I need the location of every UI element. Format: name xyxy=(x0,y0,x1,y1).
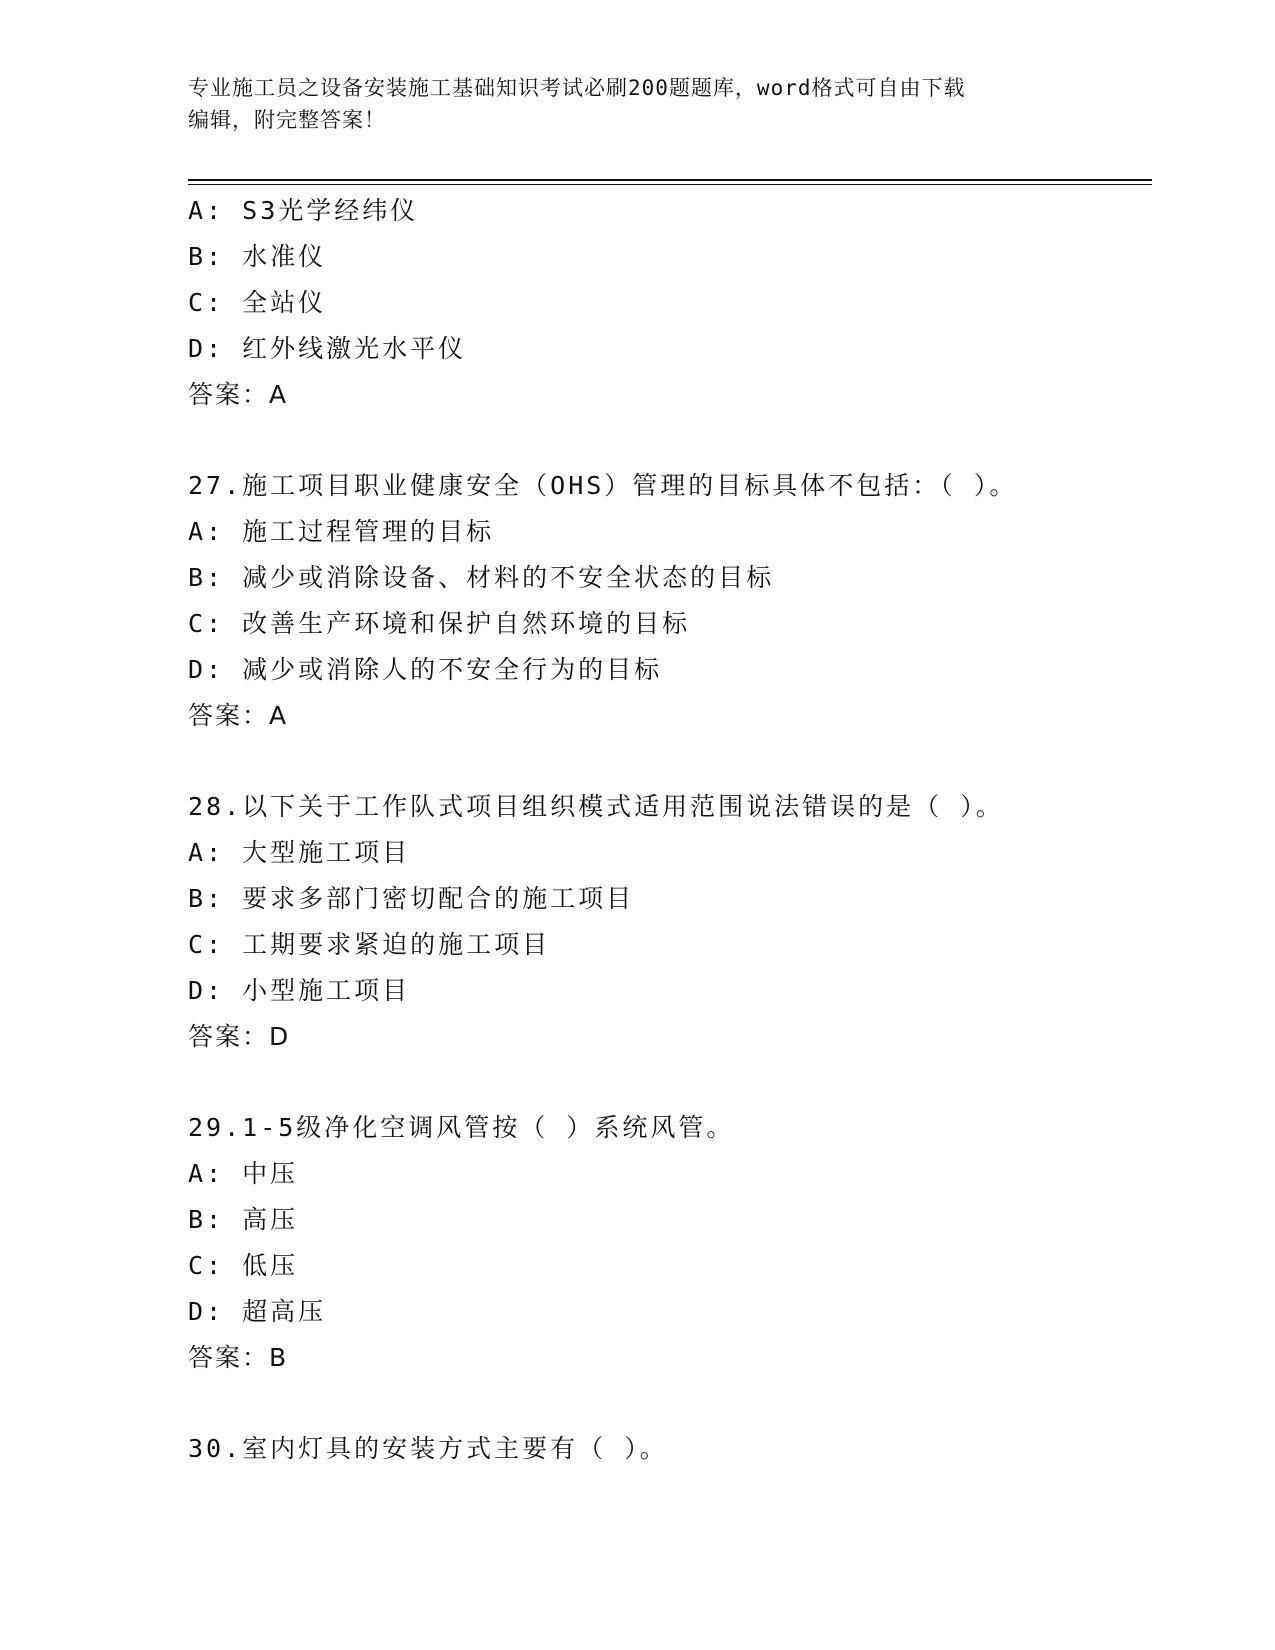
option-c: C: 低压 xyxy=(188,1251,299,1280)
option-c: C: 全站仪 xyxy=(188,288,327,317)
option-b: B: 要求多部门密切配合的施工项目 xyxy=(188,884,635,913)
header-line-2: 编辑，附完整答案！ xyxy=(188,108,386,132)
answer-line: 答案：B xyxy=(188,1343,289,1372)
option-a: A: S3光学经纬仪 xyxy=(188,196,419,225)
option-d: D: 超高压 xyxy=(188,1297,327,1326)
spacer xyxy=(188,1060,1152,1105)
option-c: C: 工期要求紧迫的施工项目 xyxy=(188,930,551,959)
question-list xyxy=(188,188,1152,1472)
question-stem: 30.室内灯具的安装方式主要有（ ）。 xyxy=(188,1434,668,1463)
document-header xyxy=(188,72,1088,136)
option-b: B: 水准仪 xyxy=(188,242,327,271)
option-b: B: 减少或消除设备、材料的不安全状态的目标 xyxy=(188,563,775,592)
spacer xyxy=(188,1381,1152,1426)
option-a: A: 施工过程管理的目标 xyxy=(188,517,495,546)
option-d: D: 红外线激光水平仪 xyxy=(188,334,467,363)
question-stem: 27.施工项目职业健康安全（OHS）管理的目标具体不包括：（ ）。 xyxy=(188,471,1018,500)
answer-line: 答案：A xyxy=(188,380,289,409)
question-stem: 29.1-5级净化空调风管按（ ）系统风管。 xyxy=(188,1113,735,1142)
option-a: A: 中压 xyxy=(188,1159,299,1188)
spacer xyxy=(188,739,1152,784)
spacer xyxy=(188,418,1152,463)
question-27 xyxy=(188,463,1152,739)
option-d: D: 减少或消除人的不安全行为的目标 xyxy=(188,655,663,684)
header-divider-thick xyxy=(188,179,1152,181)
option-d: D: 小型施工项目 xyxy=(188,976,411,1005)
option-c: C: 改善生产环境和保护自然环境的目标 xyxy=(188,609,691,638)
question-29 xyxy=(188,1105,1152,1381)
option-b: B: 高压 xyxy=(188,1205,299,1234)
header-divider-thin xyxy=(188,184,1152,185)
answer-line: 答案：D xyxy=(188,1022,291,1051)
answer-line: 答案：A xyxy=(188,701,289,730)
question-28 xyxy=(188,784,1152,1060)
question-30 xyxy=(188,1426,1152,1472)
option-a: A: 大型施工项目 xyxy=(188,838,411,867)
question-26 xyxy=(188,188,1152,418)
header-line-1: 专业施工员之设备安装施工基础知识考试必刷200题题库，word格式可自由下载 xyxy=(188,76,966,100)
question-stem: 28.以下关于工作队式项目组织模式适用范围说法错误的是（ ）。 xyxy=(188,792,1004,821)
